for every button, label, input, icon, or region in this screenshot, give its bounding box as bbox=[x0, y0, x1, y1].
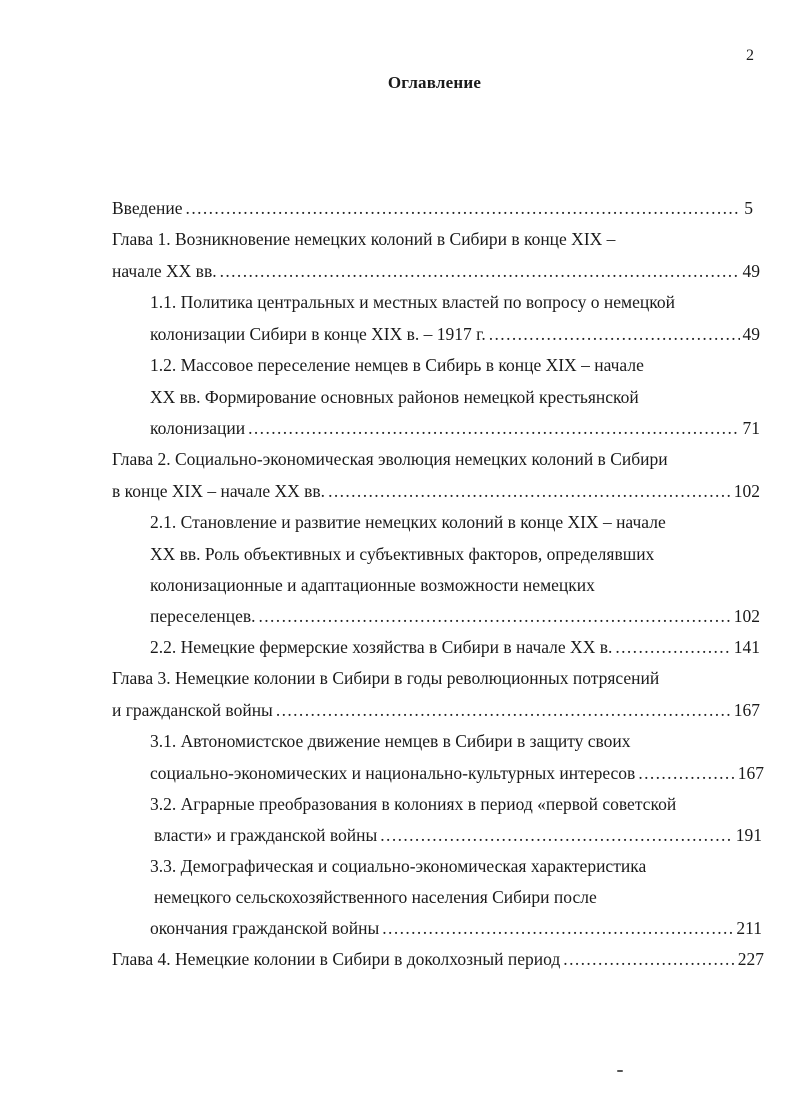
toc-entry-page: 102 bbox=[733, 606, 760, 626]
toc-entry-section-3-2-cont[interactable] bbox=[154, 823, 762, 847]
toc-entry-section-1-2-cont[interactable] bbox=[150, 385, 639, 409]
toc-entry-section-3-3-cont[interactable] bbox=[154, 885, 597, 909]
toc-entry-text: XX вв. Формирование основных районов немецкой крестьянской bbox=[150, 387, 639, 407]
toc-entry-chapter-1[interactable] bbox=[112, 227, 615, 251]
toc-entry-text: 2.1. Становление и развитие немецких колоний в конце XIX – начале bbox=[150, 512, 666, 532]
toc-entry-text: Введение bbox=[112, 198, 183, 218]
toc-entry-text: Глава 4. Немецкие колонии в Сибири в доколхозный период bbox=[112, 949, 561, 969]
toc-entry-page: 5 bbox=[744, 198, 753, 218]
toc-entry-page: 191 bbox=[735, 825, 762, 845]
toc-entry-section-1-1[interactable] bbox=[150, 290, 675, 314]
toc-entry-text: окончания гражданской войны bbox=[150, 918, 380, 938]
toc-entry-text: 3.2. Аграрные преобразования в колониях в период «первой советской bbox=[150, 794, 677, 814]
toc-entry-section-3-1-cont[interactable] bbox=[150, 761, 764, 785]
toc-entry-chapter-3[interactable] bbox=[112, 666, 659, 690]
toc-entry-page: 49 bbox=[742, 324, 760, 344]
toc-entry-text: колонизационные и адаптационные возможности немецких bbox=[150, 575, 595, 595]
toc-entry-chapter-2-cont[interactable] bbox=[112, 479, 760, 503]
dot-leader bbox=[220, 259, 740, 283]
toc-entry-section-3-2[interactable] bbox=[150, 792, 676, 816]
toc-entry-text: социально-экономических и национально-культурных интересов bbox=[150, 763, 636, 783]
toc-entry-chapter-1-cont[interactable] bbox=[112, 259, 760, 283]
toc-entry-section-3-3[interactable] bbox=[150, 854, 646, 878]
toc-entry-section-2-1-cont2[interactable] bbox=[150, 573, 595, 597]
page-number: 2 bbox=[746, 47, 754, 64]
toc-entry-section-3-1[interactable] bbox=[150, 729, 631, 753]
toc-entry-text: и гражданской войны bbox=[112, 700, 273, 720]
dot-leader bbox=[489, 322, 740, 346]
toc-entry-page: 141 bbox=[733, 637, 760, 657]
toc-entry-text: Глава 1. Возникновение немецких колоний в Сибири в конце XIX – bbox=[112, 229, 616, 249]
toc-entry-text: немецкого сельскохозяйственного населения Сибири после bbox=[154, 887, 597, 907]
toc-entry-section-2-1-cont[interactable] bbox=[150, 542, 654, 566]
toc-entry-text: колонизации bbox=[150, 418, 246, 438]
toc-entry-chapter-4[interactable] bbox=[112, 947, 764, 971]
toc-entry-text: переселенцев. bbox=[150, 606, 256, 626]
toc-entry-section-2-2[interactable] bbox=[150, 635, 760, 659]
dot-leader bbox=[615, 635, 730, 659]
toc-entry-text: власти» и гражданской войны bbox=[154, 825, 378, 845]
toc-entry-text: 2.2. Немецкие фермерские хозяйства в Сибири в начале XX в. bbox=[150, 637, 613, 657]
toc-entry-text: Глава 3. Немецкие колонии в Сибири в годы революционных потрясений bbox=[112, 668, 660, 688]
toc-entry-page: 102 bbox=[733, 481, 760, 501]
toc-entry-section-3-3-end[interactable] bbox=[150, 916, 762, 940]
toc-entry-text: 3.3. Демографическая и социально-экономическая характеристика bbox=[150, 856, 647, 876]
toc-entry-section-2-1-end[interactable] bbox=[150, 604, 760, 628]
page-title: Оглавление bbox=[387, 73, 482, 92]
toc-entry-chapter-2[interactable] bbox=[112, 447, 668, 471]
toc-entry-text: XX вв. Роль объективных и субъективных факторов, определявших bbox=[150, 544, 655, 564]
toc-entry-section-1-2-end[interactable] bbox=[150, 416, 760, 440]
toc-entry-page: 71 bbox=[742, 418, 760, 438]
toc-entry-text: 1.2. Массовое переселение немцев в Сибирь в конце XIX – начале bbox=[150, 355, 644, 375]
toc-entry-text: колонизации Сибири в конце XIX в. – 1917 г. bbox=[150, 324, 486, 344]
dot-leader bbox=[380, 823, 732, 847]
toc-entry-introduction[interactable] bbox=[112, 196, 753, 220]
toc-entry-page: 49 bbox=[742, 261, 760, 281]
toc-entry-chapter-3-cont[interactable] bbox=[112, 698, 760, 722]
toc-entry-section-1-1-cont[interactable] bbox=[150, 322, 760, 346]
dot-leader bbox=[186, 196, 742, 220]
dot-leader bbox=[258, 604, 730, 628]
toc-entry-text: Глава 2. Социально-экономическая эволюция немецких колоний в Сибири bbox=[112, 449, 668, 469]
dot-leader bbox=[248, 416, 739, 440]
dot-leader bbox=[563, 947, 734, 971]
toc-entry-text: в конце XIX – начале XX вв. bbox=[112, 481, 326, 501]
dot-leader bbox=[328, 479, 731, 503]
toc-entry-text: 1.1. Политика центральных и местных властей по вопросу о немецкой bbox=[150, 292, 675, 312]
toc-entry-text: начале XX вв. bbox=[112, 261, 217, 281]
toc-entry-page: 227 bbox=[737, 949, 764, 969]
toc-entry-page: 167 bbox=[737, 763, 764, 783]
dot-leader bbox=[276, 698, 731, 722]
dot-leader bbox=[638, 761, 734, 785]
toc-entry-page: 211 bbox=[736, 918, 762, 938]
toc-entry-section-2-1[interactable] bbox=[150, 510, 666, 534]
toc-entry-page: 167 bbox=[733, 700, 760, 720]
scan-speck bbox=[617, 1070, 623, 1072]
toc-entry-section-1-2[interactable] bbox=[150, 353, 644, 377]
toc-entry-text: 3.1. Автономистское движение немцев в Сибири в защиту своих bbox=[150, 731, 631, 751]
dot-leader bbox=[382, 916, 733, 940]
